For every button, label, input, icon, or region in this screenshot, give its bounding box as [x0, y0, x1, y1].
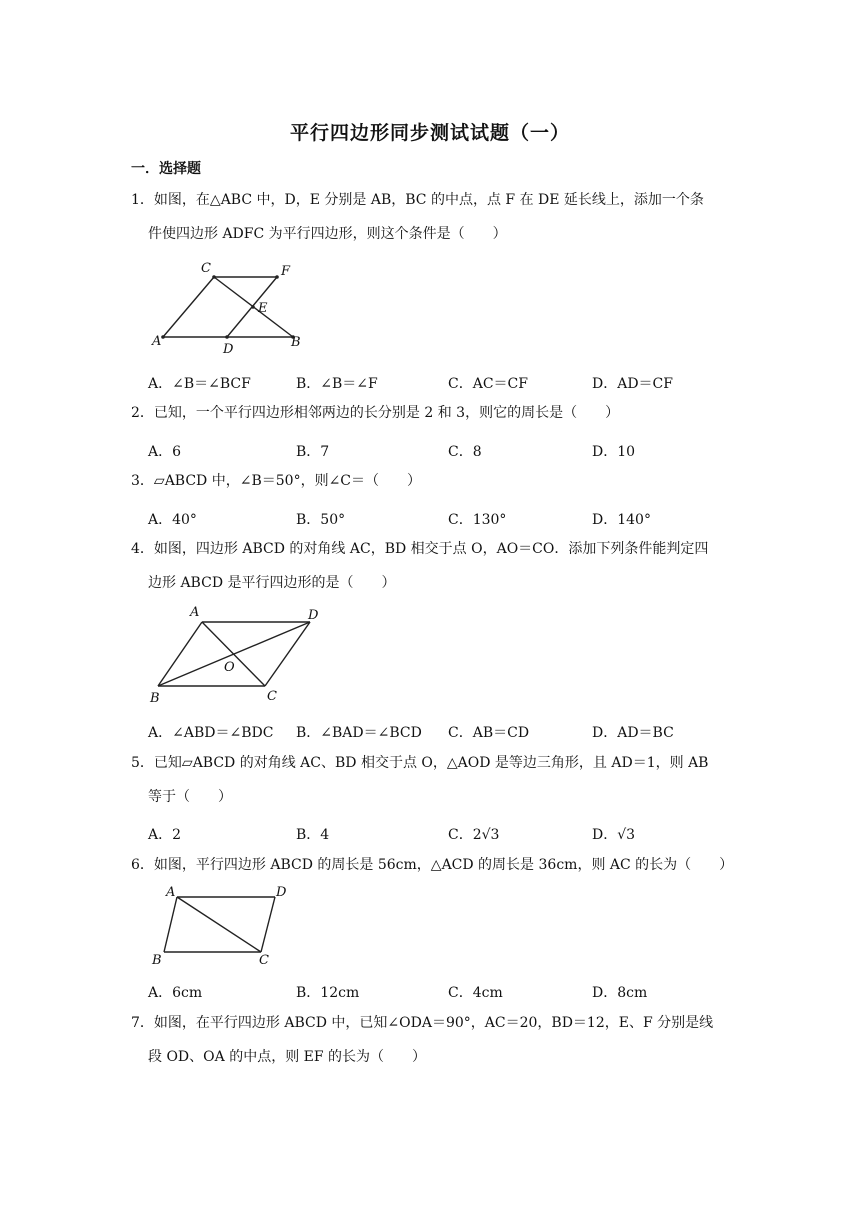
question-6-line-1: 6．如图，平行四边形 ABCD 的周长是 56cm，△ACD 的周长是 36cm，则 AC 的长为（ ）	[131, 857, 734, 873]
q5-option-d: D．√3	[592, 827, 636, 843]
label-e: E	[258, 301, 268, 316]
q2-option-c: C．8	[448, 444, 482, 460]
label-b: B	[150, 691, 160, 706]
q4-option-a: A．∠ABD＝∠BDC	[148, 725, 274, 741]
question-4-line-1: 4．如图，四边形 ABCD 的对角线 AC，BD 相交于点 O，AO＝CO．添加下列条件能判定四	[131, 541, 709, 557]
segment-ac	[163, 277, 214, 337]
question-7-line-2: 段 OD、OA 的中点，则 EF 的长为（ ）	[148, 1049, 427, 1065]
q3-option-b: B．50°	[296, 512, 346, 528]
q2-option-d: D．10	[592, 444, 636, 460]
label-o: O	[224, 660, 235, 675]
q5-option-c: C．2√3	[448, 827, 500, 843]
q6-option-c: C．4cm	[448, 985, 503, 1001]
question-5-line-2: 等于（ ）	[148, 789, 232, 805]
figure-1-triangle	[148, 258, 318, 356]
label-c: C	[259, 953, 269, 968]
figure-4-parallelogram	[146, 600, 326, 708]
figure-6-parallelogram	[148, 882, 296, 968]
question-1-line-2: 件使四边形 ADFC 为平行四边形，则这个条件是（ ）	[148, 226, 507, 242]
question-2-line-1: 2．已知，一个平行四边形相邻两边的长分别是 2 和 3，则它的周长是（ ）	[131, 405, 620, 421]
q1-option-a: A．∠B＝∠BCF	[148, 376, 251, 392]
q2-option-a: A．6	[148, 444, 182, 460]
question-3-line-1: 3．▱ABCD 中，∠B＝50°，则∠C＝（ ）	[131, 473, 422, 489]
q4-option-b: B．∠BAD＝∠BCD	[296, 725, 422, 741]
label-d: D	[223, 342, 234, 356]
page-title: 平行四边形同步测试试题（一）	[289, 122, 570, 144]
label-c: C	[267, 689, 277, 704]
q3-option-c: C．130°	[448, 512, 507, 528]
q6-option-a: A．6cm	[148, 985, 203, 1001]
label-c: C	[201, 261, 211, 276]
q6-option-b: B．12cm	[296, 985, 360, 1001]
label-b: B	[291, 335, 301, 350]
question-4-line-2: 边形 ABCD 是平行四边形的是（ ）	[148, 575, 396, 591]
label-d: D	[276, 885, 287, 900]
q6-option-d: D．8cm	[592, 985, 648, 1001]
q1-option-c: C．AC＝CF	[448, 376, 528, 392]
q2-option-b: B．7	[296, 444, 330, 460]
q5-option-b: B．4	[296, 827, 330, 843]
label-f: F	[281, 264, 291, 279]
segment-ab	[164, 897, 177, 952]
label-a: A	[152, 334, 162, 349]
segment-cd	[261, 897, 275, 952]
label-a: A	[166, 885, 176, 900]
q4-option-d: D．AD＝BC	[592, 725, 674, 741]
q1-option-b: B．∠B＝∠F	[296, 376, 378, 392]
q3-option-d: D．140°	[592, 512, 651, 528]
question-5-line-1: 5．已知▱ABCD 的对角线 AC、BD 相交于点 O，△AOD 是等边三角形，且 AD＝1，则 AB	[131, 755, 709, 771]
label-b: B	[152, 953, 162, 968]
section-heading: 一．选择题	[131, 161, 201, 177]
q5-option-a: A．2	[148, 827, 182, 843]
q4-option-c: C．AB＝CD	[448, 725, 530, 741]
question-1-line-1: 1．如图，在△ABC 中，D，E 分别是 AB，BC 的中点，点 F 在 DE 延长线上，添加一个条	[131, 192, 704, 208]
q3-option-a: A．40°	[148, 512, 197, 528]
label-a: A	[190, 605, 200, 620]
question-7-line-1: 7．如图，在平行四边形 ABCD 中，已知∠ODA＝90°，AC＝20，BD＝12，E、F 分别是线	[131, 1015, 714, 1031]
label-d: D	[308, 608, 319, 623]
q1-option-d: D．AD＝CF	[592, 376, 673, 392]
diagonal-ac	[177, 897, 261, 952]
